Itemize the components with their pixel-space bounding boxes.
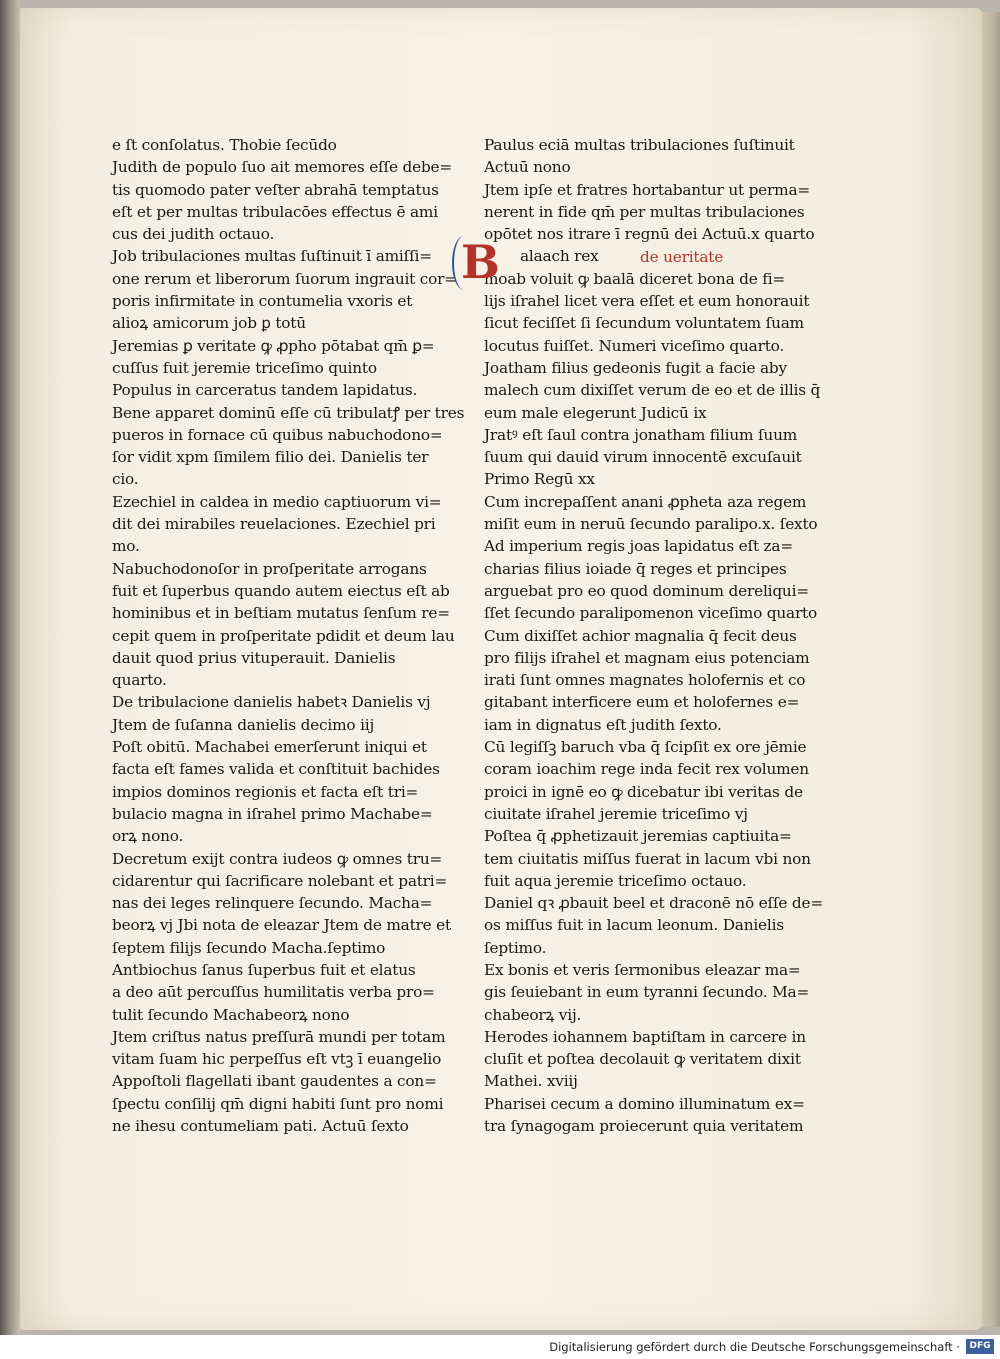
text-line: Herodes iohannem baptiſtam in carcere in [484,1027,806,1046]
text-line: Job tribulaciones multas ſuſtinuit ī amiſſi= [112,247,432,266]
text-line: a deo aūt percuſſus humilitatis verba pro= [112,983,435,1002]
text-line: Joatham filius gedeonis fugit a facie aby [484,358,787,377]
text-line: dauit quod prius vituperauit. Danielis [112,648,396,667]
text-line: Populus in carceratus tandem lapidatus. [112,381,418,400]
text-line: Jtem de ſuſanna danielis decimo iij [112,715,375,734]
text-line: Jtem criſtus natus preſſurā mundi per totam [112,1027,446,1046]
text-line: Ad imperium regis joas lapidatus eſt za= [484,537,793,556]
text-line: os miſſus fuit in lacum leonum. Danielis [484,916,784,935]
text-line: ſpectu conſilij qm̄ digni habiti ſunt pro nomi [112,1094,444,1113]
text-line: Jratꝰ eſt ſaul contra jonatham filium ſuum [484,425,798,444]
text-line: ciuitate iſrahel jeremie triceſimo vj [484,804,748,823]
rubric-note: de ueritate [640,247,724,266]
text-line: tulit ſecundo Machabeorꝝ nono [112,1005,350,1024]
text-line: arguebat pro eo quod dominum dereliqui= [484,581,809,600]
text-line: Nabuchodonoſor in proſperitate arrogans [112,559,427,578]
text-line: proici in ignē eo ꝙ dicebatur ibi veritas de [484,782,803,801]
text-line: moab voluit ꝙ baalā diceret bona de fi= [484,269,786,288]
text-line: poris infirmitate in contumelia vxoris et [112,292,413,311]
text-line: nerent in fide qm̄ per multas tribulaciones [484,202,805,221]
text-line: gitabant interficere eum et holofernes e= [484,693,800,712]
text-line: Jeremias ꝑ veritate ꝙ ꝓpho pōtabat qm̄ ꝑ= [112,336,435,355]
text-line: fuit aqua jeremie triceſimo octauo. [484,871,747,890]
text-line: Decretum exijt contra iudeos ꝙ omnes tru= [112,849,443,868]
text-line: Cum dixiſſet achior magnalia q̄ fecit deus [484,626,797,645]
text-line: bulacio magna in iſrahel primo Machabe= [112,804,433,823]
right-text-column [484,134,823,1137]
text-line: pueros in fornace cū quibus nabuchodono= [112,425,443,444]
text-line: one rerum et liberorum ſuorum ingrauit cor= [112,269,457,288]
book-binding-edge [0,0,20,1335]
text-line: quarto. [112,671,167,690]
text-line: Appoſtoli flagellati ibant gaudentes a con= [112,1072,437,1091]
text-line: irati ſunt omnes magnates holofernis et co [484,671,806,690]
text-line: cus dei judith octauo. [112,225,275,244]
text-line: gis ſeuiebant in eum tyranni ſecundo. Ma= [484,983,810,1002]
text-line: tra ſynagogam proiecerunt quia veritatem [484,1117,804,1136]
text-line: mo. [112,537,140,556]
text-line: Poſt obitū. Machabei emerſerunt iniqui et [112,738,427,757]
text-line: Cū legiſſꝫ baruch vba q̄ ſcipſit ex ore jēmie [484,738,807,757]
text-line: coram ioachim rege inda fecit rex volumen [484,760,809,779]
footer-bar [0,1335,1000,1359]
text-line: hominibus et in beſtiam mutatus ſenſum re= [112,604,450,623]
text-line: tis quomodo pater veſter abrahā temptatus [112,180,439,199]
text-line: pro filijs iſrahel et magnam eius potenciam [484,648,810,667]
text-line: alioꝝ amicorum job ꝑ totū [112,314,306,333]
text-line: Daniel qꝛ ꝓbauit beel et draconē nō eſſe de= [484,894,823,913]
text-line: cepit quem in proſperitate pdidit et deum lau [112,626,455,645]
text-line: ſuum qui dauid virum innocentē excuſauit [484,448,802,467]
text-line: Ezechiel in caldea in medio captiuorum vi= [112,492,442,511]
text-line: ſor vidit xpm ſimilem filio dei. Danielis ter [112,448,429,467]
text-line: Pharisei cecum a domino illuminatum ex= [484,1094,805,1113]
text-line: orꝝ nono. [112,827,184,846]
text-line: impios dominos regionis et facta eſt tri= [112,782,419,801]
text-line: cio. [112,470,139,489]
text-line: Ex bonis et veris ſermonibus eleazar ma= [484,960,801,979]
text-line: vitam ſuam hic perpeſſus eſt vtꝫ ī euangelio [112,1050,442,1069]
text-line: cluſit et poſtea decolauit ꝙ veritatem dixit [484,1050,801,1069]
text-line: Judith de populo ſuo ait memores eſſe debe= [112,158,453,177]
text-line: Primo Regū xx [484,470,595,489]
text-line: charias filius ioiade q̄ reges et principes [484,559,787,578]
text-line: ſeptem filijs ſecundo Macha.ſeptimo [112,938,386,957]
text-line: dit dei mirabiles reuelaciones. Ezechiel pri [112,515,436,534]
text-line: ſſet ſecundo paralipomenon viceſimo quarto [484,604,818,623]
text-line: tem ciuitatis miſſus fuerat in lacum vbi non [484,849,811,868]
funding-credit: Digitalisierung gefördert durch die Deutsche Forschungsgemeinschaft · [549,1340,960,1354]
text-line: facta eſt fames valida et conſtituit bachides [112,760,440,779]
text-line: Cum increpaſſent anani ꝓpheta aza regem [484,492,807,511]
left-text-column [112,134,465,1137]
text-line: Actuū nono [484,158,571,177]
text-line: opōtet nos itrare ī regnū dei Actuū.x quarto [484,225,815,244]
text-line: De tribulacione danielis habetꝛ Danielis vj [112,693,431,712]
rubricated-initial: B [461,235,500,289]
text-line: locutus fuiſſet. Numeri viceſimo quarto. [484,336,785,355]
text-line: Mathei. xviij [484,1072,578,1091]
text-line: beorꝝ vj Jbi nota de eleazar Jtem de matre et [112,916,451,935]
text-line: cuſſus fuit jeremie triceſimo quinto [112,358,377,377]
text-line: nas dei leges relinquere ſecundo. Macha= [112,894,433,913]
text-line: Antbiochus ſanus ſuperbus fuit et elatus [112,960,416,979]
text-line: chabeorꝝ vij. [484,1005,582,1024]
text-line: lijs iſrahel licet vera eſſet et eum honorauit [484,292,810,311]
text-line: malech cum dixiſſet verum de eo et de illis q̄ [484,381,821,400]
text-line: ſeptimo. [484,938,547,957]
text-line: fuit et ſuperbus quando autem eiectus eſt ab [112,581,450,600]
dfg-logo: DFG [966,1339,994,1354]
text-line: e ſt conſolatus. Thobie ſecūdo [112,136,337,154]
text-line: Poſtea q̄ ꝓphetizauit jeremias captiuita= [484,827,792,846]
text-line: alaach rex [520,247,599,266]
text-line: Jtem ipſe et fratres hortabantur ut perma= [484,180,810,199]
page-stack-edge [982,12,1000,1327]
text-line: eſt et per multas tribulacōes effectus ē ami [112,202,438,221]
text-line: iam in dignatus eſt judith ſexto. [484,715,722,734]
text-line: eum male elegerunt Judicū ix [484,403,707,422]
text-line: Bene apparet dominū eſſe cū tribulatꝭ per tres [112,403,465,422]
text-line: ne ihesu contumeliam pati. Actuū ſexto [112,1117,409,1136]
text-line: ſicut feciſſet ſi ſecundum voluntatem ſuam [484,314,804,333]
text-line: Paulus eciā multas tribulaciones ſuſtinuit [484,136,795,154]
text-line: cidarentur qui ſacrificare nolebant et patri= [112,871,448,890]
text-line: miſit eum in neruū ſecundo paralipo.x. ſexto [484,515,818,534]
